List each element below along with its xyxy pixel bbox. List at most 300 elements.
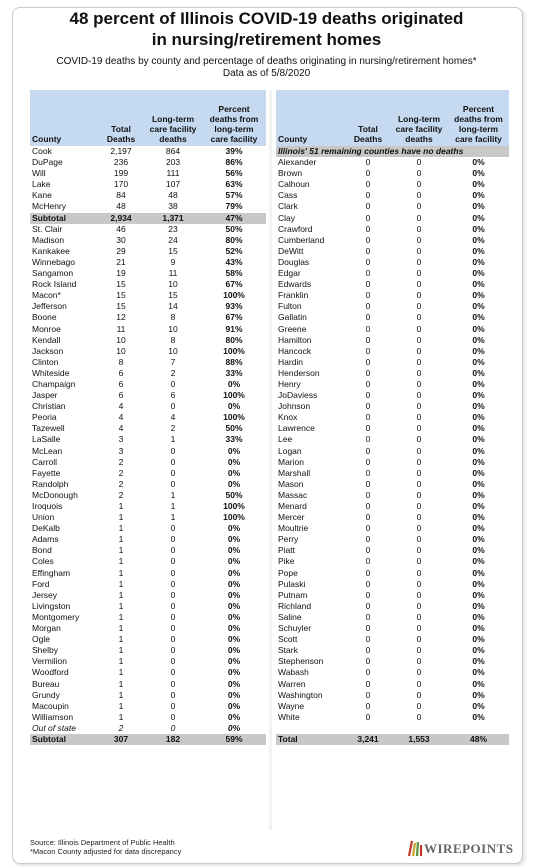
- county-cell: Effingham: [32, 567, 71, 578]
- percent-cell: 0%: [472, 401, 485, 412]
- percent-cell: 0%: [472, 323, 485, 334]
- county-cell: Winnebago: [32, 256, 76, 267]
- county-cell: Johnson: [278, 401, 311, 412]
- total-deaths-cell: 0: [365, 623, 371, 634]
- county-cell: Ogle: [32, 634, 50, 645]
- title-line-1: 48 percent of Illinois COVID-19 deaths originated: [69, 9, 464, 28]
- percent-cell: 0%: [472, 434, 485, 445]
- county-cell: Lawrence: [278, 423, 315, 434]
- percent-cell: 100%: [223, 390, 245, 401]
- percent-cell: 0%: [472, 367, 485, 378]
- percent-cell: 0%: [227, 611, 241, 622]
- ltc-deaths-cell: 0: [416, 611, 422, 622]
- table-row: [30, 634, 266, 645]
- percent-cell: 80%: [225, 234, 243, 245]
- ltc-deaths-cell: 6: [170, 390, 176, 401]
- total-deaths-cell: 0: [365, 245, 371, 256]
- ltc-deaths-cell: 0: [416, 467, 422, 478]
- total-deaths-cell: 0: [365, 334, 371, 345]
- county-cell: Menard: [278, 501, 307, 511]
- ltc-deaths-cell: 24: [168, 234, 178, 245]
- footnote: *Macon County adjusted for data discrepancy: [30, 847, 182, 856]
- total-deaths-cell: 0: [365, 478, 371, 489]
- percent-cell: 43%: [225, 256, 243, 267]
- total-deaths-cell: 0: [365, 434, 371, 445]
- percent-cell: 0%: [472, 290, 485, 301]
- county-cell: Perry: [278, 534, 299, 545]
- ltc-deaths-cell: 111: [166, 168, 180, 179]
- percent-cell: 0%: [472, 567, 485, 578]
- total-deaths-cell: 0: [365, 578, 371, 589]
- ltc-deaths-cell: 0: [170, 523, 176, 534]
- total-deaths-cell: 2,934: [98, 213, 144, 224]
- county-cell: Edwards: [278, 279, 312, 290]
- no-deaths-note: Illinois' 51 remaining counties have no deaths: [276, 146, 509, 157]
- percent-cell: 0%: [472, 711, 485, 722]
- percent-cell: 33%: [225, 434, 243, 445]
- ltc-deaths-cell: 0: [416, 168, 422, 179]
- total-deaths-cell: 0: [365, 279, 371, 290]
- ltc-deaths-cell: 0: [416, 412, 422, 423]
- ltc-deaths-cell: 0: [170, 401, 176, 412]
- table-row: [30, 257, 266, 268]
- ltc-deaths-cell: 2: [170, 423, 176, 434]
- left-county-table: [30, 90, 266, 745]
- percent-cell: 0%: [472, 245, 485, 256]
- total-deaths-cell: 0: [365, 634, 371, 645]
- percent-cell: 50%: [225, 489, 243, 500]
- ltc-deaths-cell: 0: [416, 390, 422, 401]
- total-deaths-cell: 0: [365, 689, 371, 700]
- table-row: [30, 312, 266, 323]
- percent-cell: 48%: [448, 734, 509, 745]
- table-row: [276, 257, 509, 268]
- ltc-deaths-cell: 1: [170, 512, 176, 523]
- county-cell: Henry: [278, 378, 301, 389]
- county-cell: Williamson: [32, 711, 74, 722]
- ltc-deaths-cell: 0: [170, 589, 176, 600]
- percent-cell: 0%: [472, 467, 485, 478]
- table-row: [30, 645, 266, 656]
- table-row: [30, 368, 266, 379]
- percent-cell: 100%: [223, 412, 245, 423]
- ltc-deaths-cell: 48: [168, 190, 178, 201]
- ltc-deaths-cell: 0: [416, 623, 422, 634]
- ltc-deaths-cell: 0: [416, 279, 422, 290]
- ltc-deaths-cell: 0: [416, 556, 422, 567]
- percent-cell: 0%: [472, 523, 485, 534]
- table-row: [276, 601, 509, 612]
- county-cell: Saline: [278, 611, 302, 622]
- total-deaths-cell: 2: [118, 489, 124, 500]
- total-deaths-cell: 0: [365, 545, 371, 556]
- percent-cell: 0%: [227, 523, 241, 534]
- ltc-deaths-cell: 14: [168, 301, 178, 312]
- table-row: [276, 235, 509, 246]
- county-cell: Subtotal: [30, 213, 98, 224]
- table-row: [30, 412, 266, 423]
- county-cell: Mason: [278, 478, 304, 489]
- total-deaths-cell: 0: [365, 667, 371, 678]
- table-row: [276, 690, 509, 701]
- percent-cell: 0%: [472, 501, 485, 511]
- no-deaths-note-row: [276, 146, 509, 157]
- table-row: [276, 324, 509, 335]
- county-cell: Gallatin: [278, 312, 307, 323]
- percent-cell: 0%: [472, 545, 485, 556]
- county-cell: Fulton: [278, 301, 302, 312]
- percent-cell: 0%: [472, 268, 485, 279]
- county-cell: Stark: [278, 645, 298, 656]
- county-cell: Whiteside: [32, 367, 70, 378]
- ltc-deaths-cell: 0: [416, 323, 422, 334]
- total-deaths-cell: 10: [116, 345, 126, 356]
- table-row: [276, 190, 509, 201]
- total-deaths-cell: 0: [365, 212, 371, 223]
- table-row: [30, 490, 266, 501]
- table-row: [30, 190, 266, 201]
- total-deaths-cell: 3: [118, 434, 124, 445]
- ltc-deaths-cell: 1: [170, 501, 176, 511]
- county-cell: Massac: [278, 489, 308, 500]
- county-cell: Henderson: [278, 367, 320, 378]
- ltc-deaths-cell: 0: [416, 545, 422, 556]
- ltc-deaths-cell: 8: [170, 334, 176, 345]
- total-deaths-cell: 0: [365, 467, 371, 478]
- table-row: [276, 368, 509, 379]
- table-row: [276, 634, 509, 645]
- header-percent-ltc: Percent deaths from long-term care facility: [202, 90, 266, 146]
- county-cell: Hardin: [278, 356, 304, 367]
- ltc-deaths-cell: 0: [416, 268, 422, 279]
- percent-cell: 0%: [227, 600, 241, 611]
- table-row: [276, 379, 509, 390]
- table-row: [276, 201, 509, 212]
- ltc-deaths-cell: 0: [416, 567, 422, 578]
- county-cell: Adams: [32, 534, 59, 545]
- percent-cell: 50%: [225, 423, 243, 434]
- ltc-deaths-cell: 0: [416, 334, 422, 345]
- total-deaths-cell: 0: [365, 445, 371, 456]
- county-cell: DuPage: [32, 157, 63, 168]
- county-cell: Clark: [278, 201, 298, 212]
- total-deaths-cell: 1: [118, 578, 124, 589]
- total-deaths-cell: 0: [365, 168, 371, 179]
- percent-cell: 0%: [472, 223, 485, 234]
- table-row: [30, 656, 266, 667]
- total-deaths-cell: 0: [365, 268, 371, 279]
- county-cell: Rock Island: [32, 279, 77, 290]
- county-cell: Bond: [32, 545, 52, 556]
- table-row: [30, 423, 266, 434]
- ltc-deaths-cell: 0: [416, 678, 422, 689]
- table-row: [276, 545, 509, 556]
- county-cell: Morgan: [32, 623, 61, 634]
- total-deaths-cell: 11: [116, 323, 126, 334]
- header-ltc-deaths: Long-term care facility deaths: [144, 90, 202, 146]
- table-row: [276, 645, 509, 656]
- ltc-deaths-cell: 0: [416, 434, 422, 445]
- table-row: [276, 390, 509, 401]
- total-deaths-cell: 0: [365, 190, 371, 201]
- total-deaths-cell: 4: [118, 401, 124, 412]
- county-cell: Union: [32, 512, 55, 523]
- table-row: [276, 168, 509, 179]
- ltc-deaths-cell: 0: [170, 456, 176, 467]
- county-cell: Washington: [278, 689, 323, 700]
- table-row: [276, 290, 509, 301]
- table-row: [30, 568, 266, 579]
- percent-cell: 86%: [225, 157, 243, 168]
- page-title: [0, 8, 533, 50]
- ltc-deaths-cell: 0: [416, 656, 422, 667]
- percent-cell: 52%: [225, 245, 243, 256]
- county-cell: Tazewell: [32, 423, 65, 434]
- total-deaths-cell: 4: [118, 412, 124, 423]
- percent-cell: 0%: [472, 345, 485, 356]
- table-row: [30, 301, 266, 312]
- ltc-deaths-cell: 0: [416, 478, 422, 489]
- total-deaths-cell: 1: [118, 711, 124, 722]
- total-deaths-cell: 0: [365, 323, 371, 334]
- total-deaths-cell: 0: [365, 201, 371, 212]
- percent-cell: 59%: [202, 734, 266, 745]
- county-cell: Pulaski: [278, 578, 306, 589]
- ltc-deaths-cell: 0: [170, 645, 176, 656]
- total-deaths-cell: 1: [118, 689, 124, 700]
- total-deaths-cell: 84: [116, 190, 126, 201]
- county-cell: Randolph: [32, 478, 69, 489]
- total-deaths-cell: 0: [365, 345, 371, 356]
- percent-cell: 0%: [227, 467, 241, 478]
- total-deaths-cell: 0: [365, 678, 371, 689]
- total-deaths-cell: 0: [365, 412, 371, 423]
- table-row: [276, 667, 509, 678]
- total-deaths-cell: 0: [365, 523, 371, 534]
- percent-cell: 0%: [472, 190, 485, 201]
- percent-cell: 100%: [223, 501, 245, 511]
- ltc-deaths-cell: 38: [168, 201, 178, 212]
- county-cell: Fayette: [32, 467, 61, 478]
- total-deaths-cell: 1: [118, 611, 124, 622]
- percent-cell: 0%: [472, 356, 485, 367]
- county-cell: Shelby: [32, 645, 58, 656]
- ltc-deaths-cell: 0: [416, 378, 422, 389]
- table-row: [30, 446, 266, 457]
- county-cell: Hamilton: [278, 334, 312, 345]
- percent-cell: 50%: [225, 223, 243, 234]
- spacer-cell: [276, 723, 509, 734]
- county-cell: McDonough: [32, 489, 78, 500]
- percent-cell: 0%: [227, 711, 241, 722]
- table-row: [276, 213, 509, 224]
- table-row: [276, 312, 509, 323]
- ltc-deaths-cell: 4: [170, 412, 176, 423]
- total-deaths-cell: 6: [118, 367, 124, 378]
- percent-cell: 0%: [472, 489, 485, 500]
- percent-cell: 0%: [227, 378, 241, 389]
- total-deaths-cell: 0: [365, 256, 371, 267]
- percent-cell: 0%: [472, 234, 485, 245]
- table-row: [276, 457, 509, 468]
- wirepoints-logo: [408, 839, 518, 857]
- table-row: [30, 390, 266, 401]
- county-cell: Champaign: [32, 378, 76, 389]
- table-row: [30, 434, 266, 445]
- total-deaths-cell: 48: [116, 201, 126, 212]
- county-cell: Logan: [278, 445, 302, 456]
- ltc-deaths-cell: 0: [416, 445, 422, 456]
- total-deaths-cell: 0: [365, 179, 371, 190]
- ltc-deaths-cell: 7: [170, 356, 176, 367]
- county-cell: Hancock: [278, 345, 312, 356]
- percent-cell: 0%: [472, 478, 485, 489]
- header-county: County: [276, 90, 346, 146]
- ltc-deaths-cell: 0: [416, 534, 422, 545]
- county-cell: Kendall: [32, 334, 61, 345]
- total-deaths-cell: 4: [118, 423, 124, 434]
- ltc-deaths-cell: 0: [170, 667, 176, 678]
- percent-cell: 0%: [472, 689, 485, 700]
- table-row: [30, 545, 266, 556]
- right-county-table: [276, 90, 509, 745]
- percent-cell: 0%: [472, 634, 485, 645]
- total-deaths-cell: 1: [118, 523, 124, 534]
- table-row: [30, 224, 266, 235]
- total-deaths-cell: 0: [365, 501, 371, 511]
- percent-cell: 0%: [227, 401, 241, 412]
- percent-cell: 67%: [225, 279, 243, 290]
- table-row: [30, 179, 266, 190]
- total-deaths-cell: 2: [118, 478, 124, 489]
- table-row: [30, 523, 266, 534]
- total-deaths-cell: 0: [365, 556, 371, 567]
- percent-cell: 0%: [472, 212, 485, 223]
- total-deaths-cell: 0: [365, 711, 371, 722]
- percent-cell: 63%: [225, 179, 243, 190]
- total-deaths-cell: 1: [118, 678, 124, 689]
- table-row: [30, 324, 266, 335]
- ltc-deaths-cell: 107: [165, 179, 181, 190]
- ltc-deaths-cell: 0: [416, 234, 422, 245]
- table-row: [30, 146, 266, 157]
- county-cell: Pope: [278, 567, 298, 578]
- wirepoints-logo-mark: [408, 839, 424, 857]
- county-cell: Jefferson: [32, 301, 67, 312]
- total-deaths-cell: 30: [116, 234, 126, 245]
- table-row: [276, 401, 509, 412]
- total-deaths-cell: 0: [365, 390, 371, 401]
- wirepoints-logo-text: WIREPOINTS: [424, 841, 514, 856]
- table-row: [276, 612, 509, 623]
- total-deaths-cell: 0: [365, 423, 371, 434]
- total-deaths-cell: 6: [118, 390, 124, 401]
- total-deaths-cell: 10: [116, 334, 126, 345]
- subtotal-row: [30, 213, 266, 224]
- total-deaths-cell: 0: [365, 301, 371, 312]
- ltc-deaths-cell: 0: [170, 678, 176, 689]
- county-cell: Total: [276, 734, 346, 745]
- percent-cell: 0%: [227, 456, 241, 467]
- table-row: [30, 512, 266, 523]
- ltc-deaths-cell: 0: [416, 312, 422, 323]
- percent-cell: 0%: [472, 412, 485, 423]
- total-deaths-cell: 0: [365, 512, 371, 523]
- percent-cell: 0%: [227, 623, 241, 634]
- table-row: [276, 157, 509, 168]
- county-cell: Coles: [32, 556, 54, 567]
- total-deaths-cell: 0: [365, 589, 371, 600]
- header-total-deaths: Total Deaths: [346, 90, 390, 146]
- county-cell: Calhoun: [278, 179, 310, 190]
- ltc-deaths-cell: 9: [170, 256, 176, 267]
- county-cell: Christian: [32, 401, 66, 412]
- county-cell: Montgomery: [32, 611, 80, 622]
- table-row: [276, 656, 509, 667]
- total-deaths-cell: 0: [365, 611, 371, 622]
- ltc-deaths-cell: 0: [416, 578, 422, 589]
- table-row: [276, 346, 509, 357]
- county-cell: Pike: [278, 556, 295, 567]
- percent-cell: 0%: [472, 645, 485, 656]
- table-row: [30, 601, 266, 612]
- county-cell: Subtotal: [30, 734, 98, 745]
- percent-cell: 0%: [227, 634, 241, 645]
- total-deaths-cell: 1: [118, 512, 124, 523]
- ltc-deaths-cell: 1,553: [390, 734, 448, 745]
- percent-cell: 0%: [227, 478, 241, 489]
- ltc-deaths-cell: 203: [165, 157, 181, 168]
- table-row: [276, 712, 509, 723]
- percent-cell: 0%: [472, 423, 485, 434]
- percent-cell: 0%: [227, 700, 241, 711]
- ltc-deaths-cell: 23: [168, 223, 178, 234]
- ltc-deaths-cell: 0: [416, 589, 422, 600]
- percent-cell: 0%: [472, 678, 485, 689]
- table-row: [30, 357, 266, 368]
- ltc-deaths-cell: 0: [416, 645, 422, 656]
- ltc-deaths-cell: 0: [416, 600, 422, 611]
- total-deaths-cell: 0: [365, 456, 371, 467]
- percent-cell: 0%: [472, 456, 485, 467]
- table-row: [276, 335, 509, 346]
- ltc-deaths-cell: 0: [416, 223, 422, 234]
- county-cell: Cass: [278, 190, 298, 201]
- percent-cell: 0%: [227, 445, 241, 456]
- ltc-deaths-cell: 0: [416, 301, 422, 312]
- percent-cell: 88%: [225, 356, 243, 367]
- table-row: [276, 279, 509, 290]
- ltc-deaths-cell: 0: [416, 489, 422, 500]
- percent-cell: 57%: [225, 190, 243, 201]
- ltc-deaths-cell: 0: [170, 445, 176, 456]
- ltc-deaths-cell: 0: [416, 356, 422, 367]
- percent-cell: 100%: [223, 512, 245, 523]
- table-row: [30, 701, 266, 712]
- ltc-deaths-cell: 0: [170, 623, 176, 634]
- county-cell: Putnam: [278, 589, 308, 600]
- table-row: [30, 379, 266, 390]
- percent-cell: 0%: [472, 611, 485, 622]
- ltc-deaths-cell: 0: [416, 290, 422, 301]
- table-row: [276, 423, 509, 434]
- percent-cell: 0%: [472, 556, 485, 567]
- percent-cell: 0%: [472, 279, 485, 290]
- total-deaths-cell: 1: [118, 634, 124, 645]
- county-cell: Marion: [278, 456, 304, 467]
- table-row: [30, 401, 266, 412]
- ltc-deaths-cell: 0: [416, 245, 422, 256]
